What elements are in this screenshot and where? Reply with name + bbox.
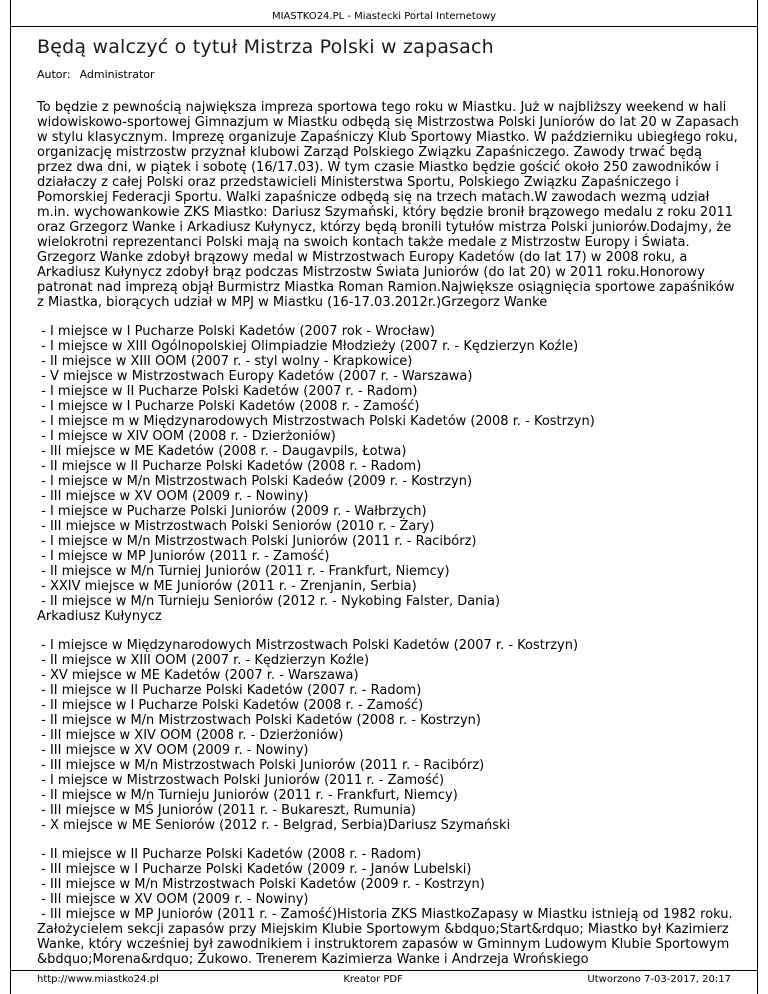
article <box>37 26 744 967</box>
achievement-line: - I miejsce m w Międzynarodowych Mistrzostwach Polski Kadetów (2008 r. - Kostrzyn) <box>37 414 595 429</box>
kulynycz-heading: Arkadiusz Kułynycz <box>37 609 162 624</box>
author-name: Administrator <box>79 68 155 81</box>
achievement-line: - I miejsce w Pucharze Polski Juniorów (2009 r. - Wałbrzych) <box>37 504 427 519</box>
author-label: Autor: <box>37 68 71 81</box>
footer-url: http://www.miastko24.pl <box>37 974 159 985</box>
achievement-line: - I miejsce w XIII Ogólnopolskiej Olimpiadzie Młodzieży (2007 r. - Kędzierzyn Koźle) <box>37 339 579 354</box>
achievement-line: - II miejsce w II Pucharze Polski Kadetów (2008 r. - Radom) <box>37 459 422 474</box>
achievement-line: - I miejsce w II Pucharze Polski Kadetów (2007 r. - Radom) <box>37 384 418 399</box>
achievement-line: - I miejsce w I Pucharze Polski Kadetów (2008 r. - Zamość) <box>37 399 420 414</box>
author-line <box>37 68 740 81</box>
article-body: To będzie z pewnością największa impreza sportowa tego roku w Miastku. Już w najbliższy weekend w hali widowiskowo-sportowej Gimnazjum w Miastku odbędą się Mistrzostwa Polski Juniorów do lat 20 w Zapasach w stylu klasycznym. Imprezę organizuje Zapaśniczy Klub Sportowy Miastko. W październiku ubiegłego roku, organizację mistrzostw przyznał klubowi Zarząd Polskiego Związku Zapaśniczego. Zawody trwać będą przez dwa dni, w piątek i sobotę (16/17.03). W tym czasie Miastko będzie gościć około 250 zawodników i działaczy z całej Polski oraz przedstawicieli Ministerstwa Sportu, Polskiego Związku Zapaśniczego i Pomorskiej Federacji Sportu. Walki zapaśnicze odbędą się na trzech matach.W zawodach wezmą udział m.in. wychowankowie ZKS Miastko: Dariusz Szymański, który będzie bronił brązowego medalu z roku 2011 oraz Grzegorz Wanke i Arkadiusz Kułynycz, którzy będą bronili tytułów mistrza Polski juniorów.Dodajmy, że wielokrotni reprezentanci Polski mają na swoich kontach także medale z Mistrzostw Europy i Świata. Grzegorz Wanke zdobył brązowy medal w Mistrzostwach Europy Kadetów (do lat 17) w 2008 roku, a Arkadiusz Kułynycz zdobył brąz podczas Mistrzostw Świata Juniorów (do lat 20) w 2011 roku.Honorowy patronat nad imprezą objął Burmistrz Miastka Roman Ramion.Największe osiągnięcia sportowe zapaśników z Miastka, biorących udział w MPJ w Miastku (16-17.03.2012r.)Grzegorz Wanke <box>37 100 744 310</box>
achievement-line: - III miejsce w ME Kadetów (2008 r. - Daugavpils, Łotwa) <box>37 444 407 459</box>
achievement-line: - V miejsce w Mistrzostwach Europy Kadetów (2007 r. - Warszawa) <box>37 369 473 384</box>
achievement-line: - III miejsce w M/n Mistrzostwach Polski Kadetów (2009 r. - Kostrzyn) <box>37 877 485 892</box>
achievement-line: - II miejsce w II Pucharze Polski Kadetów (2007 r. - Radom) <box>37 683 422 698</box>
achievement-line: - I miejsce w Mistrzostwach Polski Juniorów (2011 r. - Zamość) <box>37 773 445 788</box>
kulynycz-achievements-list <box>37 638 740 833</box>
achievement-line: - XV miejsce w ME Kadetów (2007 r. - Warszawa) <box>37 668 359 683</box>
achievement-line: - II miejsce w M/n Turnieju Seniorów (2012 r. - Nykobing Falster, Dania) <box>37 594 501 609</box>
achievement-line: - II miejsce w XIII OOM (2007 r. - styl wolny - Krapkowice) <box>37 354 413 369</box>
achievement-line: - I miejsce w I Pucharze Polski Kadetów (2007 rok - Wrocław) <box>37 324 435 339</box>
szymanski-achievements-list <box>37 847 740 967</box>
footer-created: Utworzono 7-03-2017, 20:17 <box>587 974 731 985</box>
achievement-line: - II miejsce w XIII OOM (2007 r. - Kędzierzyn Koźle) <box>37 653 370 668</box>
achievement-line: - III miejsce w XV OOM (2009 r. - Nowiny) <box>37 743 309 758</box>
achievement-line: - II miejsce w M/n Mistrzostwach Polski Kadetów (2008 r. - Kostrzyn) <box>37 713 481 728</box>
achievement-line: - III miejsce w I Pucharze Polski Kadetów (2009 r. - Janów Lubelski) <box>37 862 472 877</box>
achievement-line: - II miejsce w M/n Turniej Juniorów (2011 r. - Frankfurt, Niemcy) <box>37 564 450 579</box>
achievement-line: - X miejsce w ME Seniorów (2012 r. - Belgrad, Serbia)Dariusz Szymański <box>37 818 511 833</box>
page-header <box>11 0 757 27</box>
achievement-line: - III miejsce w MŚ Juniorów (2011 r. - Bukareszt, Rumunia) <box>37 803 417 818</box>
achievement-line: - I miejsce w M/n Mistrzostwach Polski Juniorów (2011 r. - Racibórz) <box>37 534 477 549</box>
achievement-line: - III miejsce w Mistrzostwach Polski Seniorów (2010 r. - Żary) <box>37 519 435 534</box>
achievement-line: - III miejsce w MP Juniorów (2011 r. - Zamość)Historia ZKS MiastkoZapasy w Miastku istnieją od 1982 roku. Założycielem sekcji zapasów przy Miejskim Klubie Sportowym &bdquo;Start&rdquo; Miastko był Kazimierz Wanke, który wcześniej był zawodnikiem i instruktorem zapasów w Gminnym Ludowym Klubie Sportowym &bdquo;Morena&rdquo; Żukowo. Trenerem Kazimierza Wanke i Andrzeja Wrońskiego <box>37 907 737 967</box>
achievement-line: - III miejsce w XV OOM (2009 r. - Nowiny) <box>37 489 309 504</box>
achievement-line: - II miejsce w M/n Turnieju Juniorów (2011 r. - Frankfurt, Niemcy) <box>37 788 458 803</box>
achievement-line: - I miejsce w M/n Mistrzostwach Polski Kadeów (2009 r. - Kostrzyn) <box>37 474 473 489</box>
achievement-line: - I miejsce w MP Juniorów (2011 r. - Zamość) <box>37 549 330 564</box>
achievement-line: - III miejsce w XV OOM (2009 r. - Nowiny) <box>37 892 309 907</box>
footer-generator: Kreator PDF <box>343 974 403 985</box>
page-footer <box>11 970 757 994</box>
achievement-line: - I miejsce w Międzynarodowych Mistrzostwach Polski Kadetów (2007 r. - Kostrzyn) <box>37 638 579 653</box>
achievement-line: - II miejsce w II Pucharze Polski Kadetów (2008 r. - Radom) <box>37 847 422 862</box>
achievement-line: - III miejsce w M/n Mistrzostwach Polski Juniorów (2011 r. - Racibórz) <box>37 758 485 773</box>
site-title: MIASTKO24.PL - Miastecki Portal Internetowy <box>271 11 497 22</box>
achievement-line: - II miejsce w I Pucharze Polski Kadetów (2008 r. - Zamość) <box>37 698 424 713</box>
article-title: Będą walczyć o tytuł Mistrza Polski w zapasach <box>37 36 494 58</box>
wanke-achievements-list <box>37 324 740 609</box>
achievement-line: - I miejsce w XIV OOM (2008 r. - Dzierżoniów) <box>37 429 336 444</box>
achievement-line: - XXIV miejsce w ME Juniorów (2011 r. - Zrenjanin, Serbia) <box>37 579 417 594</box>
achievement-line: - III miejsce w XIV OOM (2008 r. - Dzierżoniów) <box>37 728 344 743</box>
